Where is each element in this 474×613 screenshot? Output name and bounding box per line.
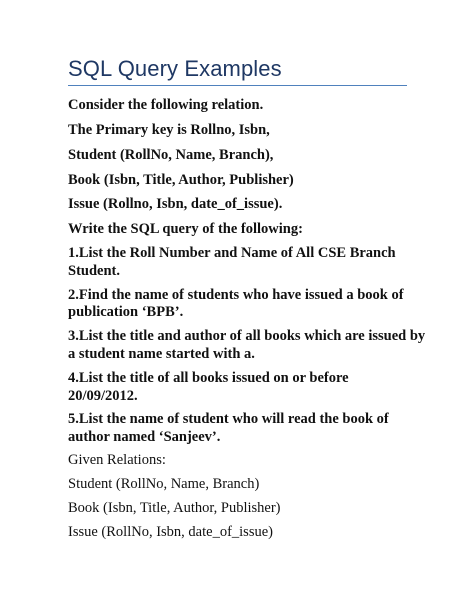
intro-line: Book (Isbn, Title, Author, Publisher) bbox=[68, 172, 294, 188]
question-line: Student. bbox=[68, 263, 120, 279]
page-title: SQL Query Examples bbox=[68, 56, 282, 81]
given-line: Book (Isbn, Title, Author, Publisher) bbox=[68, 500, 281, 516]
intro-line: Issue (Rollno, Isbn, date_of_issue). bbox=[68, 196, 283, 212]
question-line: 5.List the name of student who will read the book of bbox=[68, 411, 389, 427]
question-line: 20/09/2012. bbox=[68, 388, 138, 404]
given-line: Student (RollNo, Name, Branch) bbox=[68, 476, 260, 492]
given-line: Issue (RollNo, Isbn, date_of_issue) bbox=[68, 524, 273, 540]
given-heading: Given Relations: bbox=[68, 452, 166, 468]
prompt-line: Write the SQL query of the following: bbox=[68, 221, 303, 237]
intro-line: Consider the following relation. bbox=[68, 97, 264, 113]
intro-line: Student (RollNo, Name, Branch), bbox=[68, 147, 274, 163]
question-line: a student name started with a. bbox=[68, 346, 255, 362]
intro-line: The Primary key is Rollno, Isbn, bbox=[68, 122, 270, 138]
question-line: 3.List the title and author of all books which are issued by bbox=[68, 328, 426, 344]
question-line: 4.List the title of all books issued on or before bbox=[68, 370, 349, 386]
title-underline bbox=[68, 85, 407, 86]
question-line: 2.Find the name of students who have issued a book of bbox=[68, 287, 404, 303]
question-line: 1.List the Roll Number and Name of All CSE Branch bbox=[68, 245, 396, 261]
question-line: author named ‘Sanjeev’. bbox=[68, 429, 221, 445]
question-line: publication ‘BPB’. bbox=[68, 304, 184, 320]
